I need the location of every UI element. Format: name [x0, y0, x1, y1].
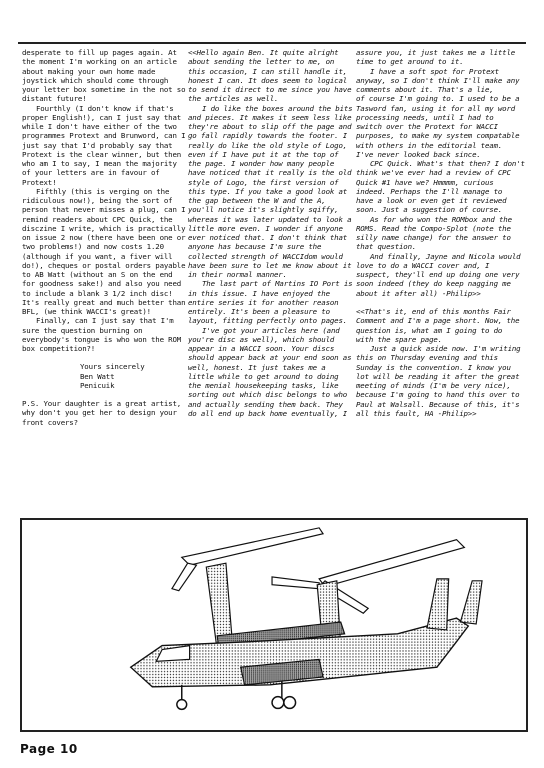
letter-line: just say that I'd probably say that: [22, 140, 173, 150]
reply-line: [356, 298, 526, 307]
reply-line: with the spare page.: [356, 334, 442, 344]
letter-line: Protext!: [22, 177, 57, 187]
reply-line: comments about it. That's a lie,: [356, 85, 494, 94]
reply-line: assure you, it just takes me a little: [356, 48, 516, 57]
reply-line: silly name change) for the answer to: [356, 233, 511, 242]
reply-line: layout, fitting perfectly onto pages.: [188, 316, 348, 326]
reply-line: indeed. Perhaps the I'll manage to: [356, 186, 503, 196]
reply-line: because I'm going to hand this over to: [356, 390, 520, 400]
letter-line: ridiculous now!), being the sort of: [22, 196, 173, 205]
reply-line: ROMS. Read the Compo-Splot (note the: [356, 223, 511, 233]
postscript-line: P.S. Your daughter is a great artist,: [22, 399, 182, 408]
letter-line: to AB Watt (without an S on the end: [22, 270, 173, 279]
letter-line: remind readers about CPC Quick, the: [22, 214, 173, 224]
signoff-town: Penicuik: [80, 380, 115, 390]
reply-line: they're about to slip off the page and: [188, 122, 352, 131]
reply-line: with others in the editorial team.: [356, 140, 503, 150]
reply-line: I do like the boxes around the bits: [202, 103, 353, 113]
reply-line: suspect, they'll end up doing one very: [356, 270, 520, 279]
reply-line: ever noticed that. I don't think that: [188, 233, 348, 242]
letter-line: joystick which should come through: [22, 75, 169, 85]
letter-line: box competition?!: [22, 344, 96, 353]
reply-line: switch over the Protext for WACCI: [356, 122, 498, 131]
reply-line: well, honest. It just takes me a: [188, 362, 326, 372]
top-rule: [18, 42, 526, 44]
reply-line: And finally, Jayne and Nicola would: [370, 251, 521, 261]
reply-line: all this fault, HA -Philip>>: [356, 408, 477, 418]
reply-line: whereas it was later updated to look a: [188, 214, 352, 224]
reply-line: the gap between the W and the A,: [188, 196, 326, 205]
signoff-name: Ben Watt: [80, 371, 115, 381]
reply-line: Quick #1 have we? Hmmmm, curious: [356, 177, 494, 187]
letter-line: while I don't have either of the two: [22, 122, 177, 131]
letter-line: everybody's tongue is who won the ROM: [22, 334, 182, 344]
reply-line: really do like the old style of Logo,: [188, 140, 348, 150]
letter-line: sure the question burning on: [22, 325, 143, 335]
reply-line: this type. If you take a good look at: [188, 186, 348, 196]
tiltrotor-drawing: [22, 520, 526, 730]
reply-line: love to do a WACCI cover and, I: [356, 260, 490, 270]
osprey-aircraft-illustration: [20, 518, 528, 732]
letter-line: for goodness sake!) and also you need: [22, 279, 182, 289]
reply-line: processing needs, until I had to: [356, 112, 494, 122]
editor-reply-column: [188, 48, 353, 418]
reply-line: Paul at Walsall. Because of this, it's: [356, 399, 520, 409]
letter-column: [22, 48, 186, 427]
reply-line: to send it direct to me since you have: [188, 85, 352, 94]
reply-line: that question.: [356, 242, 417, 252]
reply-line: purposes, to make my system compatable: [356, 131, 520, 141]
letter-line: Protext is the clear winner, but then: [22, 149, 182, 159]
reply-line: <<Hello again Ben. It quite alright: [188, 48, 339, 57]
reply-line: and pieces. It makes it seem less like: [188, 112, 352, 122]
editor-reply-continued-column: [356, 48, 526, 418]
letter-line: to include a blank 3 1/2 inch disc!: [22, 288, 173, 298]
reply-line: you're disc as well), which should: [188, 334, 335, 344]
reply-line: of course I'm going to. I used to be a: [356, 94, 520, 104]
reply-line: Comment and I'm a page short. Now, the: [356, 316, 520, 326]
reply-line: I've never looked back since.: [356, 149, 481, 159]
reply-line: I've got your articles here (and: [202, 325, 340, 335]
letter-line: of your letters are in favour of: [22, 168, 160, 178]
reply-line: have been sure to let me know about it: [188, 260, 352, 270]
reply-line: the menial housekeeping tasks, like: [188, 381, 339, 390]
reply-line: in their normal manner.: [188, 270, 287, 279]
reply-line: go fall rapidly towards the footer. I: [188, 131, 348, 141]
letter-line: about making your own home made: [22, 66, 156, 76]
letter-line: disczine I write, which is practically: [22, 223, 186, 233]
reply-line: entirely. It's been a pleasure to: [188, 307, 330, 316]
reply-line: you'll notice it's slightly sqiffy,: [188, 205, 339, 215]
letter-line: two problems!) and now costs 1.20: [22, 242, 164, 252]
reply-line: about it after all) -Philip>>: [356, 288, 481, 298]
signoff-closing: Yours sincerely: [80, 362, 145, 372]
reply-line: CPC Quick. What's that then? I don't: [370, 159, 525, 168]
reply-line: appear in a WACCI soon. Your discs: [188, 344, 335, 353]
letter-line: your letter box sometime in the not so: [22, 85, 186, 94]
postscript-line: why don't you get her to design your: [22, 408, 177, 418]
letter-line: do!), cheques or postal orders payable: [22, 260, 186, 270]
reply-line: have noticed that it really is the old: [188, 168, 352, 178]
postscript-line: front covers?: [22, 417, 78, 427]
letter-line: distant future!: [22, 94, 87, 104]
reply-line: think we've ever had a review of CPC: [356, 168, 511, 178]
letter-line: Fourthly (I don't know if that's: [36, 103, 174, 113]
reply-line: this on Thursday evening and this: [356, 353, 498, 363]
reply-line: about sending the letter to me, on: [188, 57, 335, 67]
reply-line: little more even. I wonder if anyone: [188, 223, 343, 233]
reply-line: I have a soft spot for Protext: [370, 66, 499, 76]
reply-line: have a look or even get it reviewed: [356, 196, 507, 205]
reply-line: soon. Just a suggestion of course.: [356, 205, 503, 215]
reply-line: meeting of minds (I'm be very nice),: [356, 381, 511, 390]
letter-line: proper English!), can I just say that: [22, 112, 182, 122]
reply-line: little while to get around to doing: [188, 371, 339, 381]
reply-line: and actually sending them back. They: [188, 399, 343, 409]
letter-line: (although if you want, a fiver will: [22, 251, 173, 261]
letter-line: Finally, can I just say that I'm: [36, 316, 174, 326]
reply-line: style of Logo, the first version of: [188, 177, 339, 187]
reply-line: anyway, so I don't think I'll make any: [356, 75, 520, 85]
reply-line: sorting out which disc belongs to who: [188, 390, 348, 400]
reply-line: the articles as well.: [188, 94, 279, 104]
letter-line: the moment I'm working on an article: [22, 57, 177, 67]
letter-line: desperate to fill up pages again. At: [22, 48, 177, 57]
letter-body: [22, 48, 186, 353]
reply-line: this occasion, I can still handle it,: [188, 66, 348, 76]
reply-line: honest I can. It does seem to logical: [188, 75, 348, 85]
reply-line: the page. I wonder how many people: [188, 159, 335, 168]
reply-line: As for who won the ROMbox and the: [370, 214, 512, 224]
reply-line: time to get around to it.: [356, 57, 464, 67]
reply-line: collected strength of WACCIdom would: [188, 251, 343, 261]
reply-line: lot will be reading it after the great: [356, 371, 520, 381]
reply-line: <<That's it, end of this months Fair: [356, 307, 511, 316]
reply-line: Just a quick aside now. I'm writing: [370, 344, 521, 353]
letter-line: programmes Protext and Brunword, can I: [22, 131, 186, 141]
reply-line: question is, what am I going to do: [356, 325, 503, 335]
letter-line: who am I to say, I mean the majority: [22, 159, 177, 168]
reply-line: in this issue. I have enjoyed the: [188, 288, 330, 298]
reply-line: should appear back at your end soon as: [188, 353, 352, 363]
reply-line: anyone has because I'm sure the: [188, 242, 322, 252]
letter-line: on issue 2 now (there have been one or: [22, 233, 186, 242]
letter-line: BFL, (we think WACCI's great)!: [22, 307, 151, 316]
reply-line: Sunday is the convention. I know you: [356, 362, 511, 372]
reply-line: Tasword fan, using it for all my word: [356, 103, 516, 113]
page-number: Page 10: [20, 742, 78, 756]
letter-line: Fifthly (this is verging on the: [36, 186, 170, 196]
reply-line: soon indeed (they do keep nagging me: [356, 279, 511, 289]
letter-line: It's really great and much better than: [22, 297, 186, 307]
reply-line: do all end up back home eventually, I: [188, 408, 348, 418]
reply-line: The last part of Martins IO Port is: [202, 279, 353, 289]
reply-line: entire series it for another reason: [188, 297, 339, 307]
letter-line: person that never misses a plug, can I: [22, 205, 186, 215]
reply-line: even if I have put it at the top of: [188, 149, 339, 159]
